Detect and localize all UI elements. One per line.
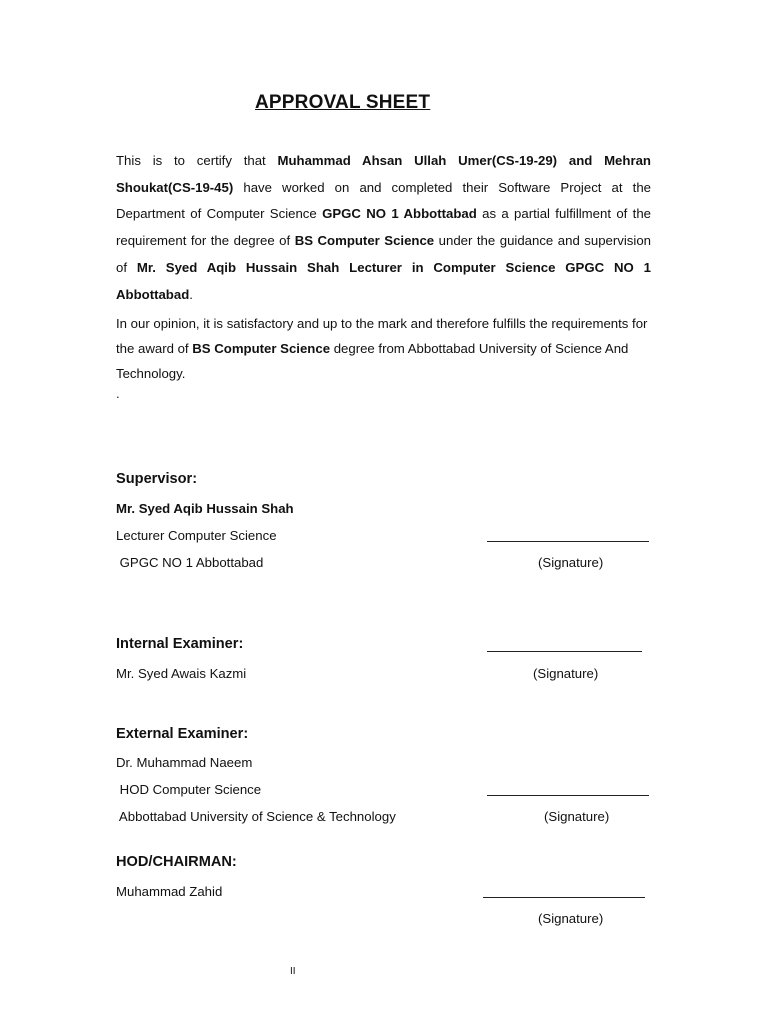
supervisor-signature-line bbox=[487, 541, 649, 542]
page-title: APPROVAL SHEET bbox=[255, 92, 431, 113]
supervisor-reference: Mr. Syed Aqib Hussain Shah Lecturer in Computer Science GPGC NO 1 Abbottabad bbox=[116, 259, 651, 302]
supervisor-institution: GPGC NO 1 Abbottabad bbox=[116, 555, 264, 570]
hod-signature-label: (Signature) bbox=[538, 911, 604, 926]
stray-dot: . bbox=[116, 386, 120, 401]
degree-name: BS Computer Science bbox=[192, 341, 331, 356]
certification-paragraph bbox=[116, 148, 651, 308]
paragraph-text: In our opinion, it is satisfactory and up to the mark and therefore fulfills the requirements for the award of bbox=[116, 316, 648, 356]
hod-signature-line bbox=[483, 897, 645, 898]
college-name: GPGC NO 1 Abbottabad bbox=[322, 206, 477, 222]
student-names: Muhammad Ahsan Ullah Umer(CS-19-29) and Mehran Shoukat(CS-19-45) bbox=[116, 153, 651, 195]
opinion-paragraph bbox=[116, 311, 651, 386]
internal-examiner-name: Mr. Syed Awais Kazmi bbox=[116, 666, 247, 681]
external-examiner-signature-label: (Signature) bbox=[544, 809, 610, 824]
external-examiner-signature-line bbox=[487, 795, 649, 796]
paragraph-text: have worked on and completed their Software Project at the Department of Computer Science bbox=[116, 179, 651, 222]
paragraph-text: as a partial fulfillment of the requirement for the degree of bbox=[116, 206, 651, 249]
external-examiner-institution: Abbottabad University of Science & Technology bbox=[116, 809, 396, 824]
supervisor-signature-label: (Signature) bbox=[538, 555, 604, 570]
supervisor-designation: Lecturer Computer Science bbox=[116, 528, 277, 543]
external-examiner-name: Dr. Muhammad Naeem bbox=[116, 755, 253, 770]
internal-examiner-heading: Internal Examiner: bbox=[116, 636, 244, 652]
supervisor-name: Mr. Syed Aqib Hussain Shah bbox=[116, 501, 294, 516]
external-examiner-heading: External Examiner: bbox=[116, 726, 249, 742]
hod-name: Muhammad Zahid bbox=[116, 884, 223, 899]
external-examiner-designation: HOD Computer Science bbox=[116, 782, 262, 797]
paragraph-text: . bbox=[189, 286, 193, 302]
hod-heading: HOD/CHAIRMAN: bbox=[116, 854, 237, 870]
supervisor-heading: Supervisor: bbox=[116, 471, 198, 487]
paragraph-text: This is to certify that bbox=[116, 153, 278, 168]
paragraph-text: degree from Abbottabad University of Science And Technology. bbox=[116, 341, 629, 381]
page-number: II bbox=[290, 966, 296, 977]
paragraph-text: under the guidance and supervision of bbox=[116, 233, 651, 275]
degree-name: BS Computer Science bbox=[294, 233, 435, 249]
internal-examiner-signature-line bbox=[487, 651, 642, 652]
internal-examiner-signature-label: (Signature) bbox=[533, 666, 599, 681]
